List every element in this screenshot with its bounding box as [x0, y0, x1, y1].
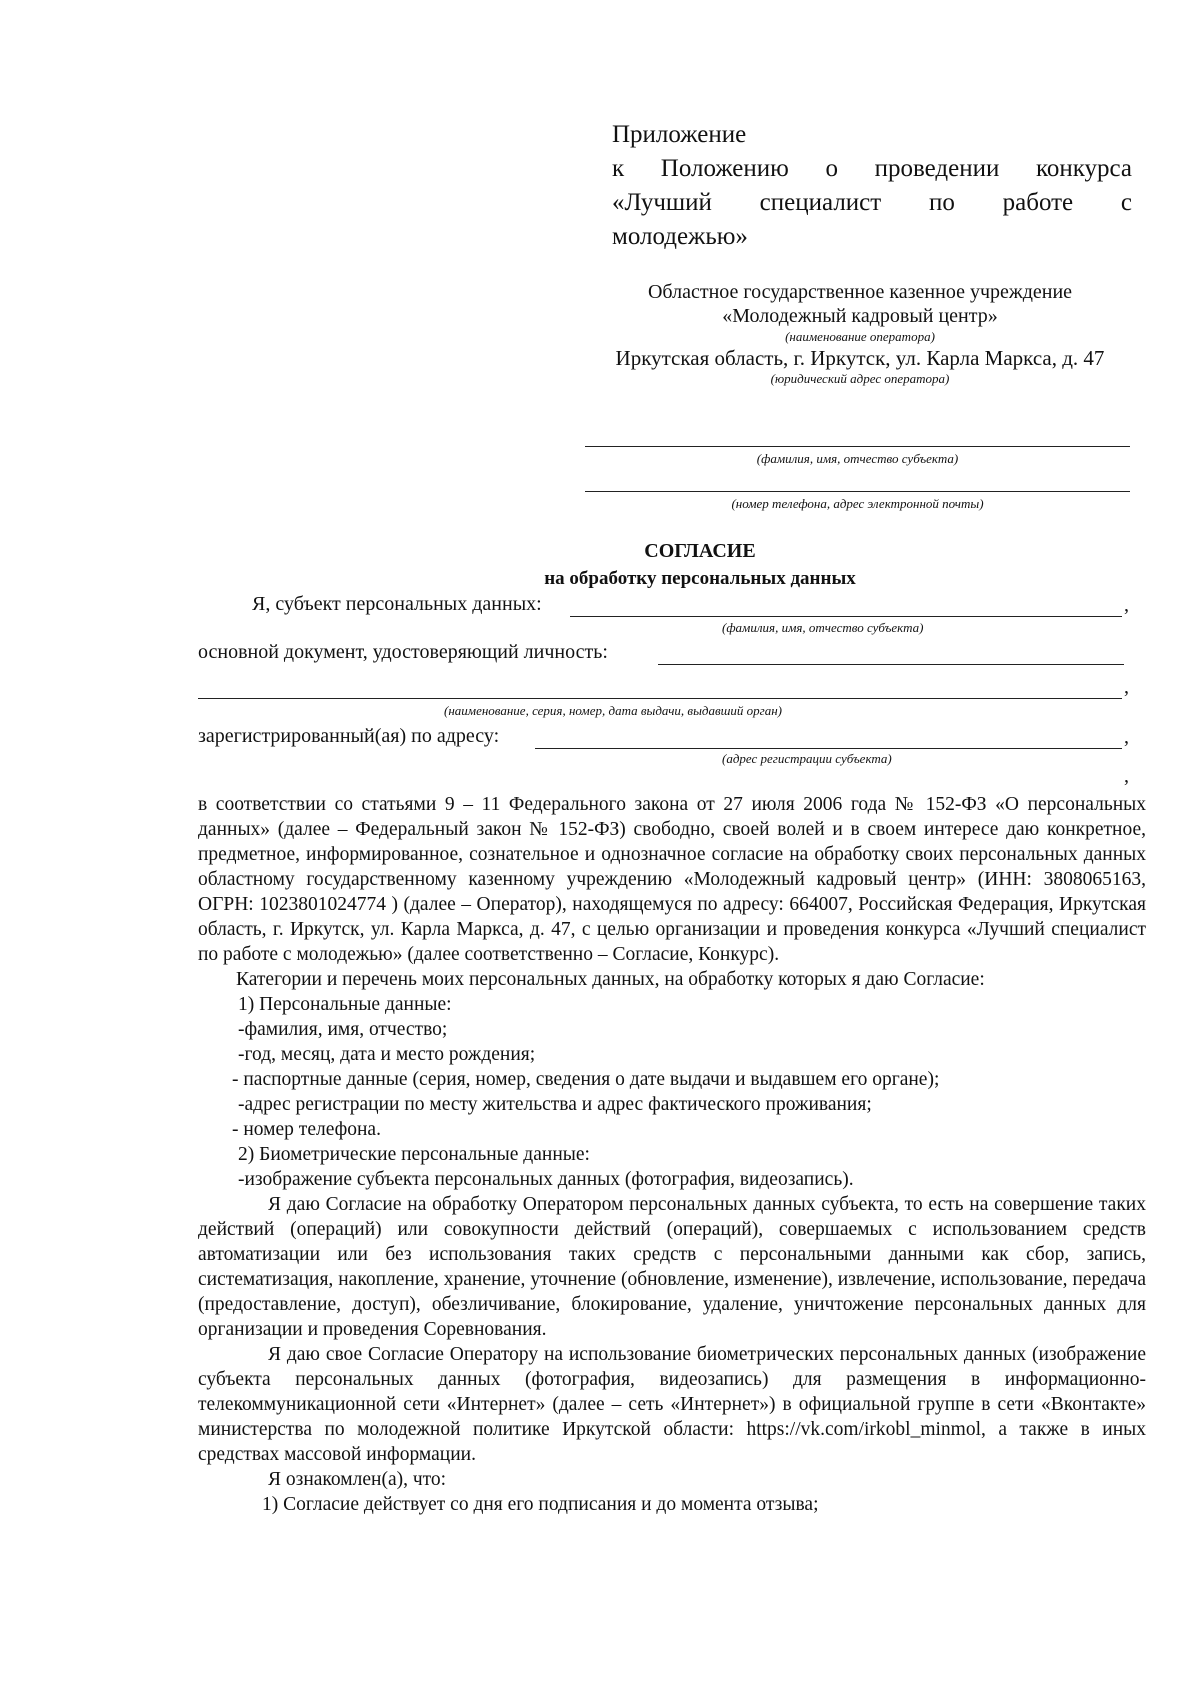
consent-paragraph: в соответствии со статьями 9 – 11 Федерального закона от 27 июля 2006 года № 152-ФЗ «О персональных данных» (далее – Федеральный закон № 152-ФЗ) свободно, своей волей и в своем интересе даю конкретное, предметное, информированное, сознательное и однозначное согласие на обработку своих персональных данных областному государственному казенному учреждению «Молодежный кадровый центр» (ИНН: 3808065163, ОГРН: 1023801024774 ) (далее – Оператор), находящемуся по адресу: 664007, Российская Федерация, Иркутская область, г. Иркутск, ул. Карла Маркса, д. 47, с целью организации и проведения конкурса «Лучший специалист по работе с молодежью» (далее соответственно – Согласие, Конкурс).	[198, 794, 1146, 965]
operator-name: Областное государственное казенное учреждение	[647, 281, 1073, 303]
list-item: 1) Согласие действует со дня его подписания и до момента отзыва;	[262, 1494, 819, 1515]
consent-paragraph: Я даю Согласие на обработку Оператором персональных данных субъекта, то есть на совершение таких действий (операций) или совокупности действий (операций), совершаемых с использованием средств автоматизации или без использования таких средств с персональными данными как сбор, запись, систематизация, накопление, хранение, уточнение (обновление, изменение), извлечение, использование, передача (предоставление, доступ), обезличивание, блокирование, удаление, уничтожение персональных данных для организации и проведения Соревнования.	[198, 1194, 1146, 1340]
categories-heading: Категории и перечень моих персональных данных, на обработку которых я даю Согласие:	[236, 969, 985, 990]
acquainted-heading: Я ознакомлен(а), что:	[268, 1469, 447, 1490]
operator-address: Иркутская область, г. Иркутск, ул. Карла Маркса, д. 47	[615, 346, 1105, 370]
subject-contact-field	[585, 491, 1130, 513]
list-item: -год, месяц, дата и место рождения;	[238, 1044, 536, 1065]
appendix-line: к Положению о проведении конкурса	[612, 155, 1132, 182]
document-line-2[interactable]	[198, 698, 1122, 699]
document-line[interactable]	[658, 664, 1124, 665]
appendix-line: «Лучший специалист по работе с	[612, 189, 1132, 216]
subject-fio-caption: (фамилия, имя, отчество субъекта)	[756, 451, 959, 466]
list-item: -изображение субъекта персональных данных (фотография, видеозапись).	[238, 1169, 854, 1190]
appendix-title: Приложение	[612, 121, 747, 148]
document-title: СОГЛАСИЕ	[644, 540, 756, 562]
operator-address-caption: (юридический адрес оператора)	[770, 371, 950, 386]
subject-label: Я, субъект персональных данных:	[252, 593, 542, 615]
address-label: зарегистрированный(ая) по адресу:	[198, 725, 500, 747]
document-label: основной документ, удостоверяющий личность:	[198, 641, 608, 663]
document-subtitle: на обработку персональных данных	[544, 568, 856, 589]
comma: ,	[1124, 676, 1129, 698]
document-caption: (наименование, серия, номер, дата выдачи, выдавший орган)	[444, 703, 783, 718]
list-item: -фамилия, имя, отчество;	[238, 1019, 448, 1040]
subject-fio-field	[585, 446, 1130, 468]
operator-name-caption: (наименование оператора)	[785, 329, 935, 344]
operator-name: «Молодежный кадровый центр»	[722, 305, 998, 327]
comma: ,	[1124, 765, 1129, 787]
subject-contact-caption: (номер телефона, адрес электронной почты)	[731, 496, 984, 511]
list-item: -адрес регистрации по месту жительства и адрес фактического проживания;	[238, 1094, 872, 1115]
address-line[interactable]	[535, 748, 1122, 749]
comma: ,	[1124, 726, 1129, 748]
subject-name-caption: (фамилия, имя, отчество субъекта)	[722, 620, 924, 635]
list-item: - паспортные данные (серия, номер, сведения о дате выдачи и выдавшем его органе);	[232, 1069, 940, 1090]
appendix-block	[612, 118, 1132, 254]
comma: ,	[1124, 594, 1129, 616]
subject-name-line[interactable]	[570, 616, 1122, 617]
consent-body	[198, 792, 1146, 1517]
address-caption: (адрес регистрации субъекта)	[722, 751, 892, 766]
list-item: 2) Биометрические персональные данные:	[238, 1144, 590, 1165]
appendix-line: молодежью»	[612, 223, 748, 250]
subject-fio-line[interactable]	[585, 446, 1130, 447]
consent-paragraph: Я даю свое Согласие Оператору на использование биометрических персональных данных (изображение субъекта персональных данных (фотография, видеозапись) для размещения в информационно-телекоммуникационной сети «Интернет» (далее – сеть «Интернет») в официальной группе в сети «Вконтакте» министерства по молодежной политике Иркутской области: https://vk.com/irkobl_minmol, а также в иных средствах массовой информации.	[198, 1344, 1146, 1465]
list-item: - номер телефона.	[232, 1119, 381, 1140]
list-item: 1) Персональные данные:	[238, 994, 452, 1015]
operator-block	[580, 280, 1140, 388]
subject-contact-line[interactable]	[585, 491, 1130, 492]
